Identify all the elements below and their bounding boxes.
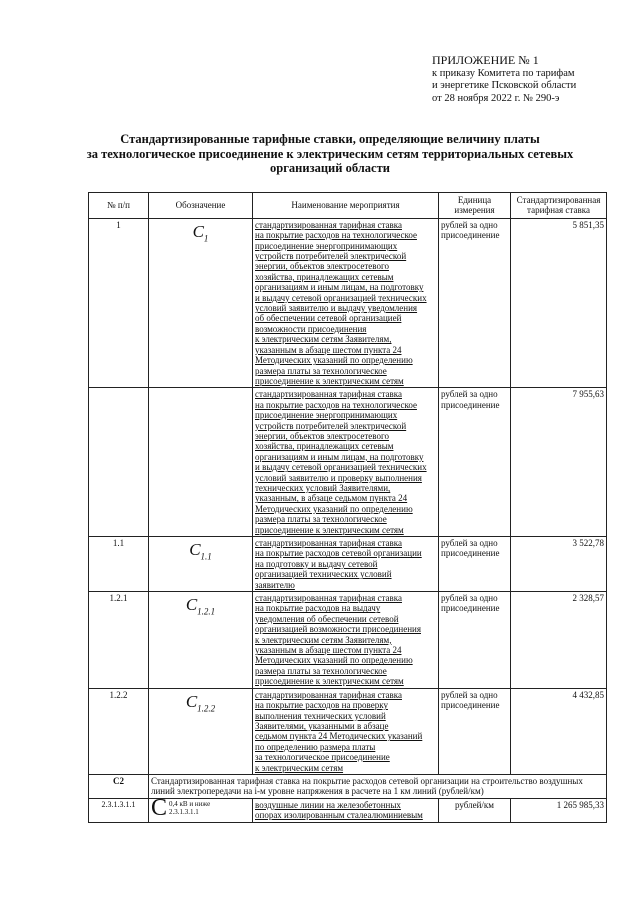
header-unit: Единица измерения xyxy=(439,193,511,219)
description-line: на покрытие расходов сетевой организации xyxy=(255,548,422,559)
description-line: за технологическое присоединение xyxy=(255,752,390,763)
description-line: условий заявителю и проверку выполнения xyxy=(255,472,422,483)
row-number: 1 xyxy=(89,218,149,388)
row-symbol xyxy=(149,218,253,388)
description-line: на покрытие расходов на технологическое xyxy=(255,399,417,410)
description-line: на покрытие расходов на выдачу xyxy=(255,603,381,614)
row-unit: рублей за одно присоединение xyxy=(439,688,511,774)
symbol-letter: C xyxy=(189,540,201,559)
description-line: к электрическим сетям xyxy=(255,762,344,773)
annex-title: ПРИЛОЖЕНИЕ № 1 xyxy=(432,53,539,67)
description-line: указанным в абзаце шестом пункта 24 xyxy=(255,344,402,355)
row-symbol xyxy=(149,688,253,774)
description-line: на подготовку и выдачу сетевой xyxy=(255,558,378,569)
row-number xyxy=(89,388,149,537)
description-line: возможности присоединения xyxy=(255,323,367,334)
row-description xyxy=(253,592,439,689)
description-line: седьмом пункта 24 Методических указаний xyxy=(255,731,423,742)
row-description xyxy=(253,388,439,537)
row-rate: 1 265 985,33 xyxy=(511,798,607,822)
description-line: присоединение энергопринимающих xyxy=(255,240,398,251)
symbol-subscript: 1.1 xyxy=(200,551,212,562)
row-symbol xyxy=(149,388,253,537)
description-line: Методических указаний по определению xyxy=(255,355,413,366)
row-symbol xyxy=(149,794,253,822)
row-rate: 2 328,57 xyxy=(511,592,607,689)
description-line: стандартизированная тарифная ставка xyxy=(255,593,402,604)
row-unit: рублей за одно присоединение xyxy=(439,592,511,689)
description-line: энергии, объектов электросетевого xyxy=(255,261,389,272)
symbol-subscript: 1.2.1 xyxy=(197,606,216,617)
row-rate: 5 851,35 xyxy=(511,218,607,388)
title-line: за технологическое присоединение к электрическим сетям территориальных сетевых xyxy=(86,146,574,161)
description-line: устройств потребителей электрической xyxy=(255,420,407,431)
document-title xyxy=(60,132,600,176)
row-rate: 3 522,78 xyxy=(511,537,607,592)
table-row xyxy=(89,798,607,822)
description-line: организациям и иным лицам, на подготовку xyxy=(255,451,424,462)
annex-line: от 28 ноября 2022 г. № 290-э xyxy=(432,92,560,104)
row-unit: рублей/км xyxy=(439,798,511,822)
table-row xyxy=(89,537,607,592)
description-line: воздушные линии на железобетонных xyxy=(255,799,401,810)
description-line: стандартизированная тарифная ставка xyxy=(255,219,402,230)
header-name: Наименование мероприятия xyxy=(253,193,439,219)
symbol-letter: C xyxy=(151,794,168,821)
description-line: уведомления об обеспечении сетевой xyxy=(255,613,399,624)
description-line: стандартизированная тарифная ставка xyxy=(255,389,402,400)
description-line: хозяйства, принадлежащих сетевым xyxy=(255,271,394,282)
row-symbol xyxy=(149,537,253,592)
description-line: к электрическим сетям Заявителям, xyxy=(255,334,392,345)
title-line: Стандартизированные тарифные ставки, определяющие величину платы xyxy=(120,132,540,146)
description-line: размера платы за технологическое xyxy=(255,365,387,376)
symbol-note: 2.3.1.3.1.1 xyxy=(169,807,199,816)
description-line: и выдачу сетевой организацией технических xyxy=(255,292,427,303)
description-line: по определению размера платы xyxy=(255,741,376,752)
description-line: стандартизированная тарифная ставка xyxy=(255,538,402,548)
description-line: об обеспечении сетевой организацией xyxy=(255,313,402,324)
description-line: опорах изолированным сталеалюминиевым xyxy=(255,810,423,821)
symbol-subscript: 1 xyxy=(203,233,209,244)
header-num: № п/п xyxy=(89,193,149,219)
table-row xyxy=(89,388,607,537)
row-unit: рублей за одно присоединение xyxy=(439,537,511,592)
description-line: заявителю xyxy=(255,579,295,590)
symbol-letter: C xyxy=(185,691,198,711)
row-description xyxy=(253,218,439,388)
description-line: указанным, в абзаце седьмом пункта 24 xyxy=(255,493,408,504)
row-description xyxy=(253,688,439,774)
c2-description: Стандартизированная тарифная ставка на покрытие расходов сетевой организации на строительство воздушных линий электропередачи на i-м уровне напряжения в расчете на 1 км линий (рублей/км) xyxy=(149,774,607,798)
description-line: размера платы за технологическое xyxy=(255,514,387,525)
header-symbol: Обозначение xyxy=(149,193,253,219)
table-body xyxy=(89,218,607,822)
description-line: и выдачу сетевой организацией технических xyxy=(255,462,427,473)
description-line: условий заявителю и выдачу уведомления xyxy=(255,303,418,314)
row-unit: рублей за одно присоединение xyxy=(439,388,511,537)
description-line: на покрытие расходов на проверку xyxy=(255,700,388,711)
rates-table xyxy=(88,192,607,823)
symbol-letter: C xyxy=(185,595,198,615)
description-line: устройств потребителей электрической xyxy=(255,251,407,262)
description-line: присоединение к электрическим сетям xyxy=(255,676,404,687)
description-line: хозяйства, принадлежащих сетевым xyxy=(255,441,394,452)
symbol-subscript: 1.2.2 xyxy=(197,703,216,714)
description-line: технических условий Заявителями, xyxy=(255,482,391,493)
description-line: стандартизированная тарифная ставка xyxy=(255,689,402,700)
description-line: Заявителями, указанными в абзаце xyxy=(255,720,389,731)
row-symbol xyxy=(149,592,253,689)
annex-line: к приказу Комитета по тарифам xyxy=(432,67,575,79)
description-line: энергии, объектов электросетевого xyxy=(255,430,389,441)
table-row xyxy=(89,592,607,689)
description-line: присоединение к электрическим сетям xyxy=(255,375,404,386)
description-line: Методических указаний по определению xyxy=(255,503,413,514)
symbol-notes xyxy=(167,800,210,816)
description-line: Методических указаний по определению xyxy=(255,655,413,666)
row-number: 1.2.2 xyxy=(89,688,149,774)
row-number: 1.2.1 xyxy=(89,592,149,689)
description-line: выполнения технических условий xyxy=(255,710,386,721)
annex-line: и энергетике Псковской области xyxy=(432,80,577,91)
description-line: организацией технических условий xyxy=(255,569,392,580)
title-line: организаций области xyxy=(270,161,390,175)
description-line: организациям и иным лицам, на подготовку xyxy=(255,282,424,293)
row-rate: 7 955,63 xyxy=(511,388,607,537)
symbol-note: 0,4 кВ и ниже xyxy=(169,799,211,808)
description-line: размера платы за технологическое xyxy=(255,665,387,676)
description-line: присоединение к электрическим сетям xyxy=(255,524,404,535)
description-line: присоединение энергопринимающих xyxy=(255,410,398,421)
table-row xyxy=(89,688,607,774)
c2-code: C2 xyxy=(89,774,149,798)
table-header-row xyxy=(89,193,607,219)
row-description xyxy=(253,798,439,822)
description-line: на покрытие расходов на технологическое xyxy=(255,230,417,241)
header-rate: Стандартизированная тарифная ставка xyxy=(511,193,607,219)
row-description xyxy=(253,537,439,592)
description-line: к электрическим сетям Заявителям, xyxy=(255,634,392,645)
annex-block xyxy=(432,54,632,105)
row-number: 2.3.1.3.1.1 xyxy=(89,798,149,822)
symbol-letter: C xyxy=(192,221,204,241)
description-line: указанным в абзаце шестом пункта 24 xyxy=(255,645,402,656)
row-rate: 4 432,85 xyxy=(511,688,607,774)
description-line: организацией возможности присоединения xyxy=(255,624,421,635)
row-number: 1.1 xyxy=(89,537,149,592)
row-unit: рублей за одно присоединение xyxy=(439,218,511,388)
table-row xyxy=(89,218,607,388)
